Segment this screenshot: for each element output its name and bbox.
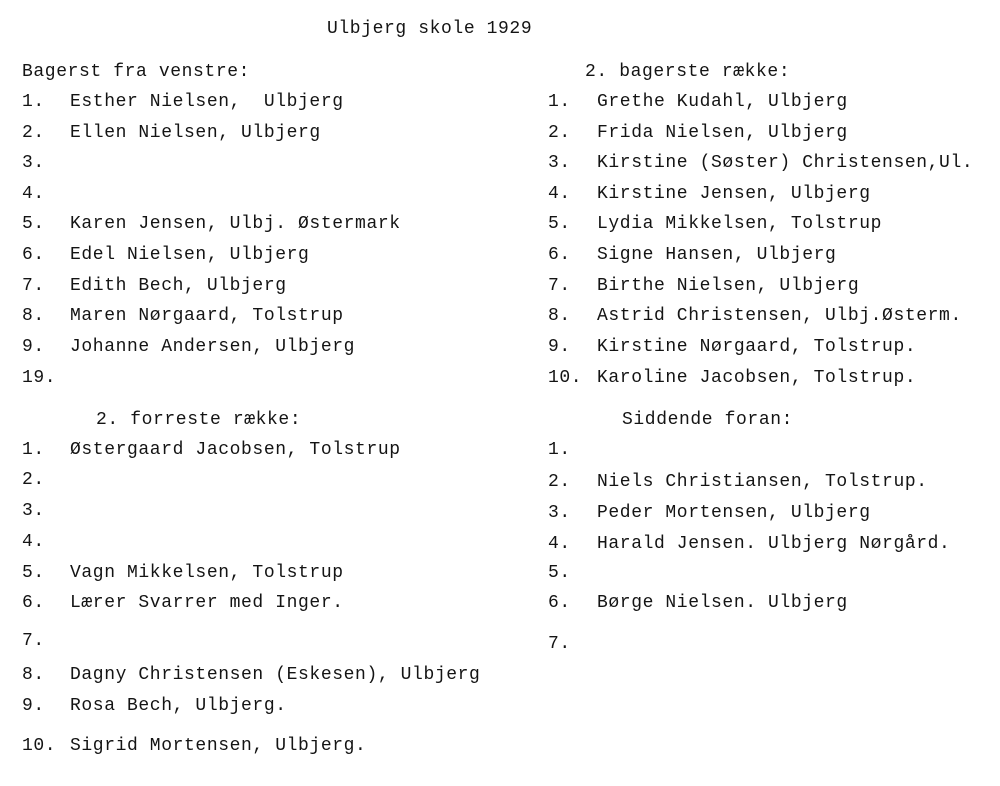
document-title: Ulbjerg skole 1929 xyxy=(327,19,533,39)
item-number: 3. xyxy=(22,153,45,173)
list-item xyxy=(548,244,1000,266)
person-name: Kirstine (Søster) Christensen,Ul. xyxy=(597,153,974,173)
item-number: 5. xyxy=(548,563,571,583)
item-number: 6. xyxy=(548,245,571,265)
person-name: Peder Mortensen, Ulbjerg xyxy=(597,503,871,523)
person-name: Birthe Nielsen, Ulbjerg xyxy=(597,276,860,296)
section-heading-second-front-row: 2. forreste række: xyxy=(96,410,302,430)
list-item xyxy=(548,183,1000,205)
list-item xyxy=(548,592,1000,614)
item-number: 4. xyxy=(22,184,45,204)
item-number: 1. xyxy=(22,440,45,460)
item-number: 9. xyxy=(548,337,571,357)
item-number: 9. xyxy=(22,696,45,716)
item-number: 19. xyxy=(22,368,57,388)
person-name: Sigrid Mortensen, Ulbjerg. xyxy=(70,736,367,756)
item-number: 9. xyxy=(22,337,45,357)
item-number: 6. xyxy=(548,593,571,613)
item-number: 1. xyxy=(548,92,571,112)
item-number: 2. xyxy=(22,123,45,143)
list-item xyxy=(22,735,1000,757)
person-name: Esther Nielsen, Ulbjerg xyxy=(70,92,344,112)
item-number: 5. xyxy=(22,214,45,234)
list-item xyxy=(548,533,1000,555)
person-name: Harald Jensen. Ulbjerg Nørgård. xyxy=(597,534,951,554)
list-item xyxy=(22,664,1000,686)
person-name: Børge Nielsen. Ulbjerg xyxy=(597,593,848,613)
item-number: 7. xyxy=(22,631,45,651)
list-item xyxy=(548,275,1000,297)
section-heading-back-row: Bagerst fra venstre: xyxy=(22,62,251,82)
person-name: Ellen Nielsen, Ulbjerg xyxy=(70,123,321,143)
item-number: 5. xyxy=(548,214,571,234)
person-name: Signe Hansen, Ulbjerg xyxy=(597,245,837,265)
person-name: Edel Nielsen, Ulbjerg xyxy=(70,245,310,265)
item-number: 8. xyxy=(22,665,45,685)
person-name: Astrid Christensen, Ulbj.Østerm. xyxy=(597,306,962,326)
person-name: Karen Jensen, Ulbj. Østermark xyxy=(70,214,401,234)
person-name: Karoline Jacobsen, Tolstrup. xyxy=(597,368,917,388)
list-item xyxy=(548,336,1000,358)
item-number: 6. xyxy=(22,245,45,265)
item-number: 10. xyxy=(548,368,583,388)
item-number: 3. xyxy=(22,501,45,521)
item-number: 4. xyxy=(22,532,45,552)
item-number: 1. xyxy=(548,440,571,460)
item-number: 4. xyxy=(548,534,571,554)
list-item xyxy=(548,471,1000,493)
person-name: Grethe Kudahl, Ulbjerg xyxy=(597,92,848,112)
person-name: Kirstine Nørgaard, Tolstrup. xyxy=(597,337,917,357)
item-number: 8. xyxy=(22,306,45,326)
list-item xyxy=(22,695,1000,717)
section-heading-seated-front: Siddende foran: xyxy=(622,410,794,430)
item-number: 2. xyxy=(548,123,571,143)
list-item xyxy=(548,122,1000,144)
person-name: Rosa Bech, Ulbjerg. xyxy=(70,696,287,716)
section-heading-second-back-row: 2. bagerste række: xyxy=(585,62,791,82)
item-number: 4. xyxy=(548,184,571,204)
person-name: Vagn Mikkelsen, Tolstrup xyxy=(70,563,344,583)
item-number: 7. xyxy=(22,276,45,296)
item-number: 7. xyxy=(548,276,571,296)
person-name: Niels Christiansen, Tolstrup. xyxy=(597,472,928,492)
item-number: 2. xyxy=(548,472,571,492)
item-number: 7. xyxy=(548,634,571,654)
item-number: 6. xyxy=(22,593,45,613)
list-item xyxy=(548,91,1000,113)
person-name: Johanne Andersen, Ulbjerg xyxy=(70,337,356,357)
person-name: Østergaard Jacobsen, Tolstrup xyxy=(70,440,401,460)
person-name: Lydia Mikkelsen, Tolstrup xyxy=(597,214,883,234)
person-name: Edith Bech, Ulbjerg xyxy=(70,276,287,296)
person-name: Lærer Svarrer med Inger. xyxy=(70,593,344,613)
item-number: 3. xyxy=(548,503,571,523)
person-name: Kirstine Jensen, Ulbjerg xyxy=(597,184,871,204)
list-item xyxy=(548,152,1000,174)
item-number: 8. xyxy=(548,306,571,326)
list-item xyxy=(548,502,1000,524)
list-item xyxy=(548,305,1000,327)
list-item xyxy=(548,633,1000,655)
item-number: 10. xyxy=(22,736,57,756)
list-item xyxy=(548,367,1000,389)
list-item xyxy=(548,439,1000,461)
person-name: Frida Nielsen, Ulbjerg xyxy=(597,123,848,143)
item-number: 3. xyxy=(548,153,571,173)
item-number: 1. xyxy=(22,92,45,112)
item-number: 5. xyxy=(22,563,45,583)
person-name: Maren Nørgaard, Tolstrup xyxy=(70,306,344,326)
list-item xyxy=(548,562,1000,584)
person-name: Dagny Christensen (Eskesen), Ulbjerg xyxy=(70,665,481,685)
item-number: 2. xyxy=(22,470,45,490)
list-item xyxy=(548,213,1000,235)
